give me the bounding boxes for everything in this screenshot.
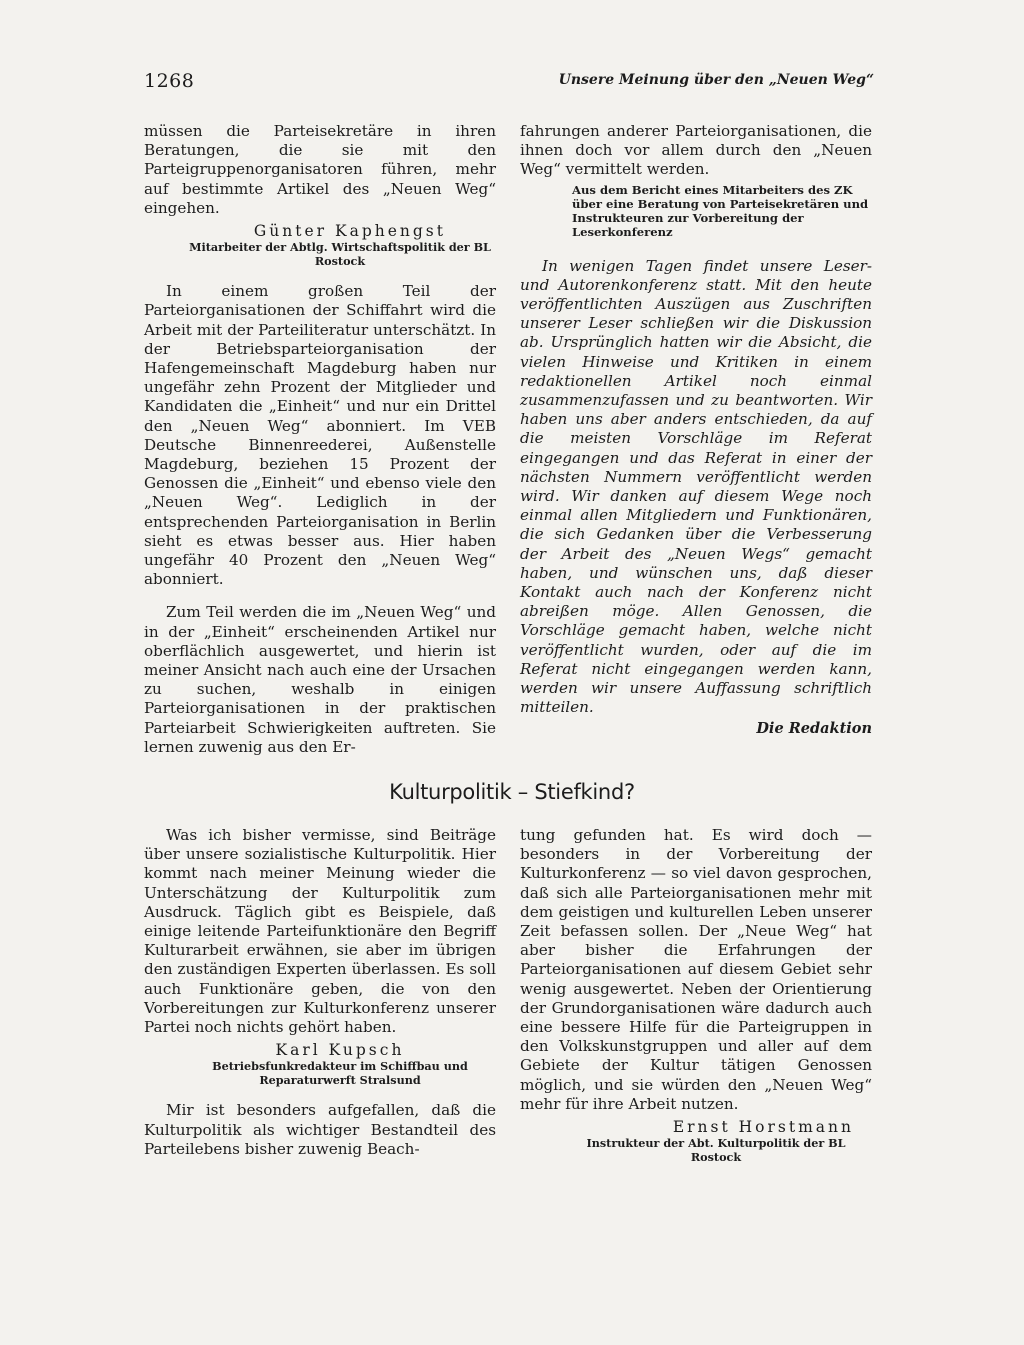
author-name: Karl Kupsch — [275, 1041, 405, 1060]
paragraph: Zum Teil werden die im „Neuen Weg“ und in der „Einheit“ erscheinenden Artikel nur oberflächlich ausgewertet, und hierin ist meiner Ansicht nach auch eine der Ursachen zu suchen, weshalb in einigen Parteiorganisationen in der praktischen Parteiarbeit Schwierigkeiten auftreten. Sie lernen zuwenig aus den Er- — [144, 603, 496, 756]
author-name: Günter Kaphengst — [253, 222, 446, 241]
author-role: Betriebsfunkredakteur im Schiffbau und Reparaturwerft Stralsund — [212, 1059, 468, 1087]
author-role: Mitarbeiter der Abtlg. Wirtschaftspolitik der BL Rostock — [189, 240, 491, 268]
page-number: 1268 — [144, 70, 195, 92]
paragraph: tung gefunden hat. Es wird doch — besonders in der Vorbereitung der Kulturkonferenz — so viel davon gesprochen, daß sich alle Parteiorganisationen mehr mit dem geistigen und kulturellen Leben unserer Zeit befassen sollen. Der „Neue Weg“ hat aber bisher die Erfahrungen der Parteiorganisationen auf diesem Gebiet sehr wenig ausgewertet. Neben der Orientierung der Grundorganisationen wäre dadurch auch eine bessere Hilfe für die Parteigruppen in den Volkskunstgruppen und aller auf dem Gebiete der Kultur tätigen Genossen möglich, und sie würden den „Neuen Weg“ mehr für ihre Arbeit nutzen. — [520, 826, 872, 1113]
bottom-article-column-right — [520, 826, 872, 1164]
editorial-note: In wenigen Tagen findet unsere Leser- und Autorenkonferenz statt. Mit den heute veröffentlichten Auszügen aus Zuschriften unserer Leser schließen wir die Diskussion ab. Ursprünglich hatten wir die Absicht, die vielen Hinweise und Kritiken in einem redaktionellen Artikel noch einmal zusammenzufassen und zu beantworten. Wir haben uns aber anders entschieden, da auf die meisten Vorschläge im Referat eingegangen und das Referat in einer der nächsten Nummern veröffentlicht werden wird. Wir danken auf diesem Wege noch einmal allen Mitgliedern und Funktionären, die sich Gedanken über die Verbesserung der Arbeit des „Neuen Wegs“ gemacht haben, und wünschen uns, daß dieser Kontakt auch nach der Konferenz nicht abreißen möge. Allen Genossen, die Vorschläge gemacht haben, welche nicht veröffentlicht wurden, oder auf die im Referat nicht eingegangen werden kann, werden wir unsere Auffassung schriftlich mitteilen. — [520, 256, 872, 717]
top-article-column-left — [144, 122, 496, 757]
section-title: Kulturpolitik – Stiefkind? — [389, 780, 635, 804]
editorial-signoff: Die Redaktion — [756, 720, 872, 738]
top-article-column-right — [520, 122, 872, 739]
running-title: Unsere Meinung über den „Neuen Weg“ — [558, 72, 874, 88]
paragraph: Was ich bisher vermisse, sind Beiträge über unsere sozialistische Kulturpolitik. Hier kommt nach meiner Meinung wieder die Unterschätzung der Kulturpolitik zum Ausdruck. Täglich gibt es Beispiele, daß einige leitende Parteifunktionäre den Begriff Kulturarbeit erwähnen, sie aber im übrigen den zuständigen Experten überlassen. Es soll auch Funktionäre geben, die von den Vorbereitungen zur Kulturkonferenz unserer Partei noch nichts gehört haben. — [144, 826, 496, 1037]
bottom-article-column-left — [144, 826, 496, 1159]
paragraph: Mir ist besonders aufgefallen, daß die Kulturpolitik als wichtiger Bestandteil des Parteilebens bisher zuwenig Beach- — [144, 1101, 496, 1158]
source-note: Aus dem Bericht eines Mitarbeiters des ZK über eine Beratung von Parteisekretären und Instrukteuren zur Vorbereitung der Leserkonferenz — [572, 182, 869, 239]
paragraph: In einem großen Teil der Parteiorganisationen der Schiffahrt wird die Arbeit mit der Parteiliteratur unterschätzt. In der Betriebsparteiorganisation der Hafengemeinschaft Magdeburg haben nur ungefähr zehn Prozent der Mitglieder und Kandidaten die „Einheit“ und nur ein Drittel den „Neuen Weg“ abonniert. Im VEB Deutsche Binnenreederei, Außenstelle Magdeburg, beziehen 15 Prozent der Genossen die „Einheit“ und ebenso viele den „Neuen Weg“. Lediglich in der entsprechenden Parteiorganisation in Berlin sieht es etwas besser aus. Hier haben ungefähr 40 Prozent den „Neuen Weg“ abonniert. — [144, 282, 496, 589]
author-name: Ernst Horstmann — [672, 1118, 854, 1137]
paragraph: fahrungen anderer Parteiorganisationen, die ihnen doch vor allem durch den „Neuen Weg“ vermittelt werden. — [520, 122, 872, 179]
author-role: Instrukteur der Abt. Kulturpolitik der BL Rostock — [586, 1136, 846, 1164]
paragraph: müssen die Parteisekretäre in ihren Beratungen, die sie mit den Parteigruppenorganisatoren führen, mehr auf bestimmte Artikel des „Neuen Weg“ eingehen. — [144, 122, 496, 217]
